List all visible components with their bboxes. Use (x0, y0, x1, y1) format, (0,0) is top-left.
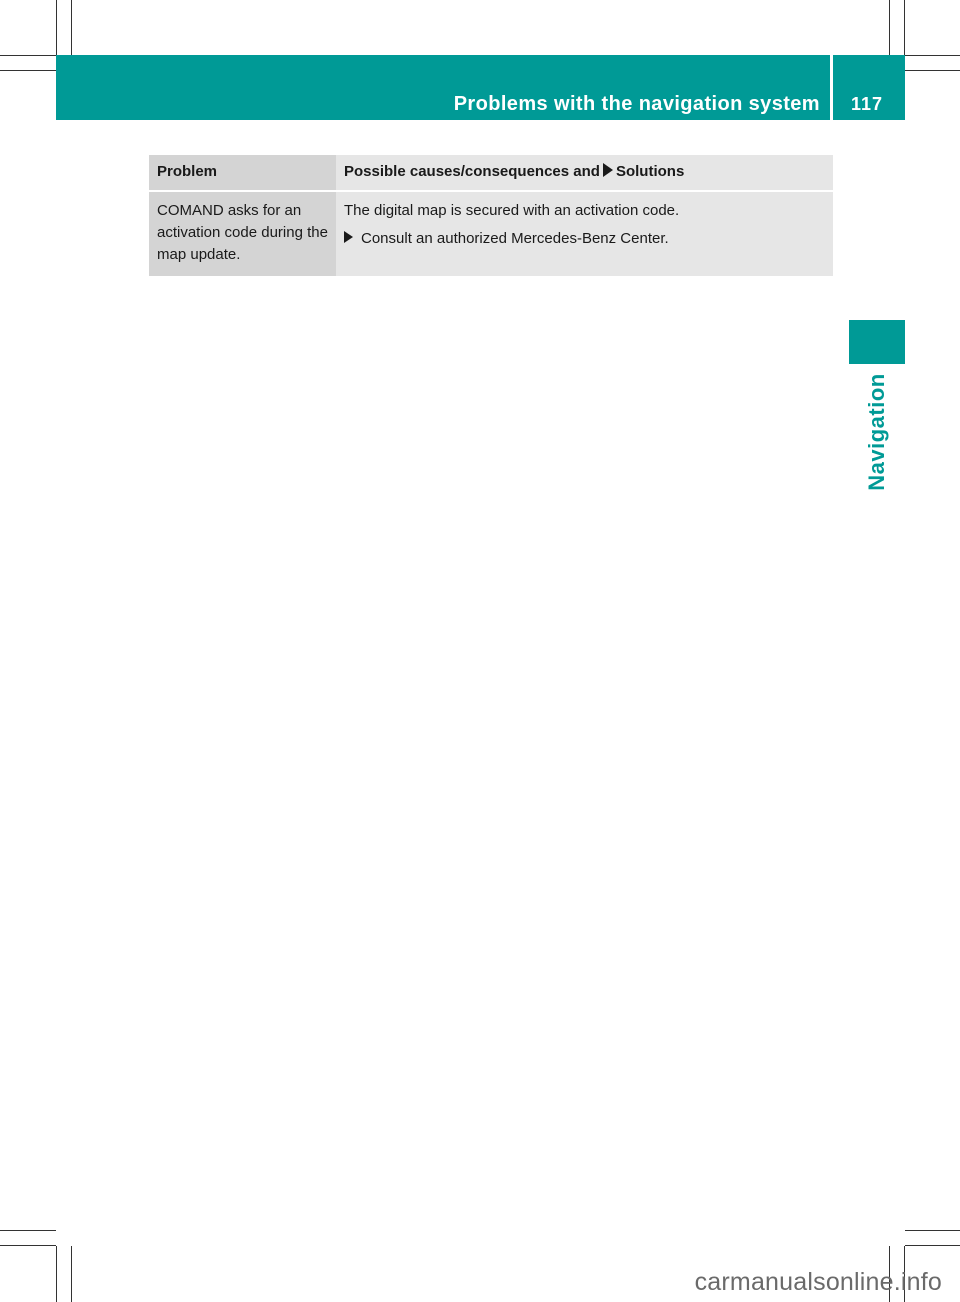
header-problem: Problem (149, 155, 336, 191)
page-title: Problems with the navigation system (453, 93, 820, 115)
cause-text: The digital map is secured with an activation code. (344, 202, 680, 219)
crop-mark-top-left-h (0, 55, 56, 56)
cause-solution-cell (336, 191, 833, 276)
crop-mark-bottom-left-h2 (0, 1245, 56, 1246)
header-causes-label: Possible causes/consequences and (344, 163, 600, 180)
crop-mark-top-right-v (889, 0, 890, 55)
crop-mark-top-right-h2 (905, 70, 960, 71)
crop-mark-top-left-v2 (71, 0, 72, 55)
problem-cell: COMAND asks for an activation code during the map update. (149, 191, 336, 276)
solution-text: Consult an authorized Mercedes-Benz Center. (361, 230, 669, 247)
crop-mark-top-left-v (56, 0, 57, 55)
triangle-arrow-icon (603, 163, 613, 177)
table-header-row (149, 155, 833, 191)
crop-mark-bottom-right-h (905, 1230, 960, 1231)
triangle-arrow-icon (344, 231, 353, 243)
header-divider (830, 55, 833, 120)
crop-mark-top-left-h2 (0, 70, 56, 71)
crop-mark-bottom-left-h (0, 1230, 56, 1231)
crop-mark-bottom-left-v (56, 1246, 57, 1302)
header-causes-solutions (336, 155, 833, 191)
section-tab-label: Navigation (864, 373, 889, 491)
page-number: 117 (850, 94, 884, 114)
troubleshooting-table (149, 155, 833, 276)
table-row (149, 191, 833, 276)
header-solutions-label: Solutions (615, 163, 685, 180)
crop-mark-top-right-h (905, 55, 960, 56)
crop-mark-bottom-left-v2 (71, 1246, 72, 1302)
section-tab-marker (849, 320, 905, 364)
solution-line (344, 228, 825, 250)
crop-mark-top-right-v2 (904, 0, 905, 55)
watermark-text: carmanualsonline.info (694, 1268, 942, 1296)
crop-mark-bottom-right-h2 (905, 1245, 960, 1246)
